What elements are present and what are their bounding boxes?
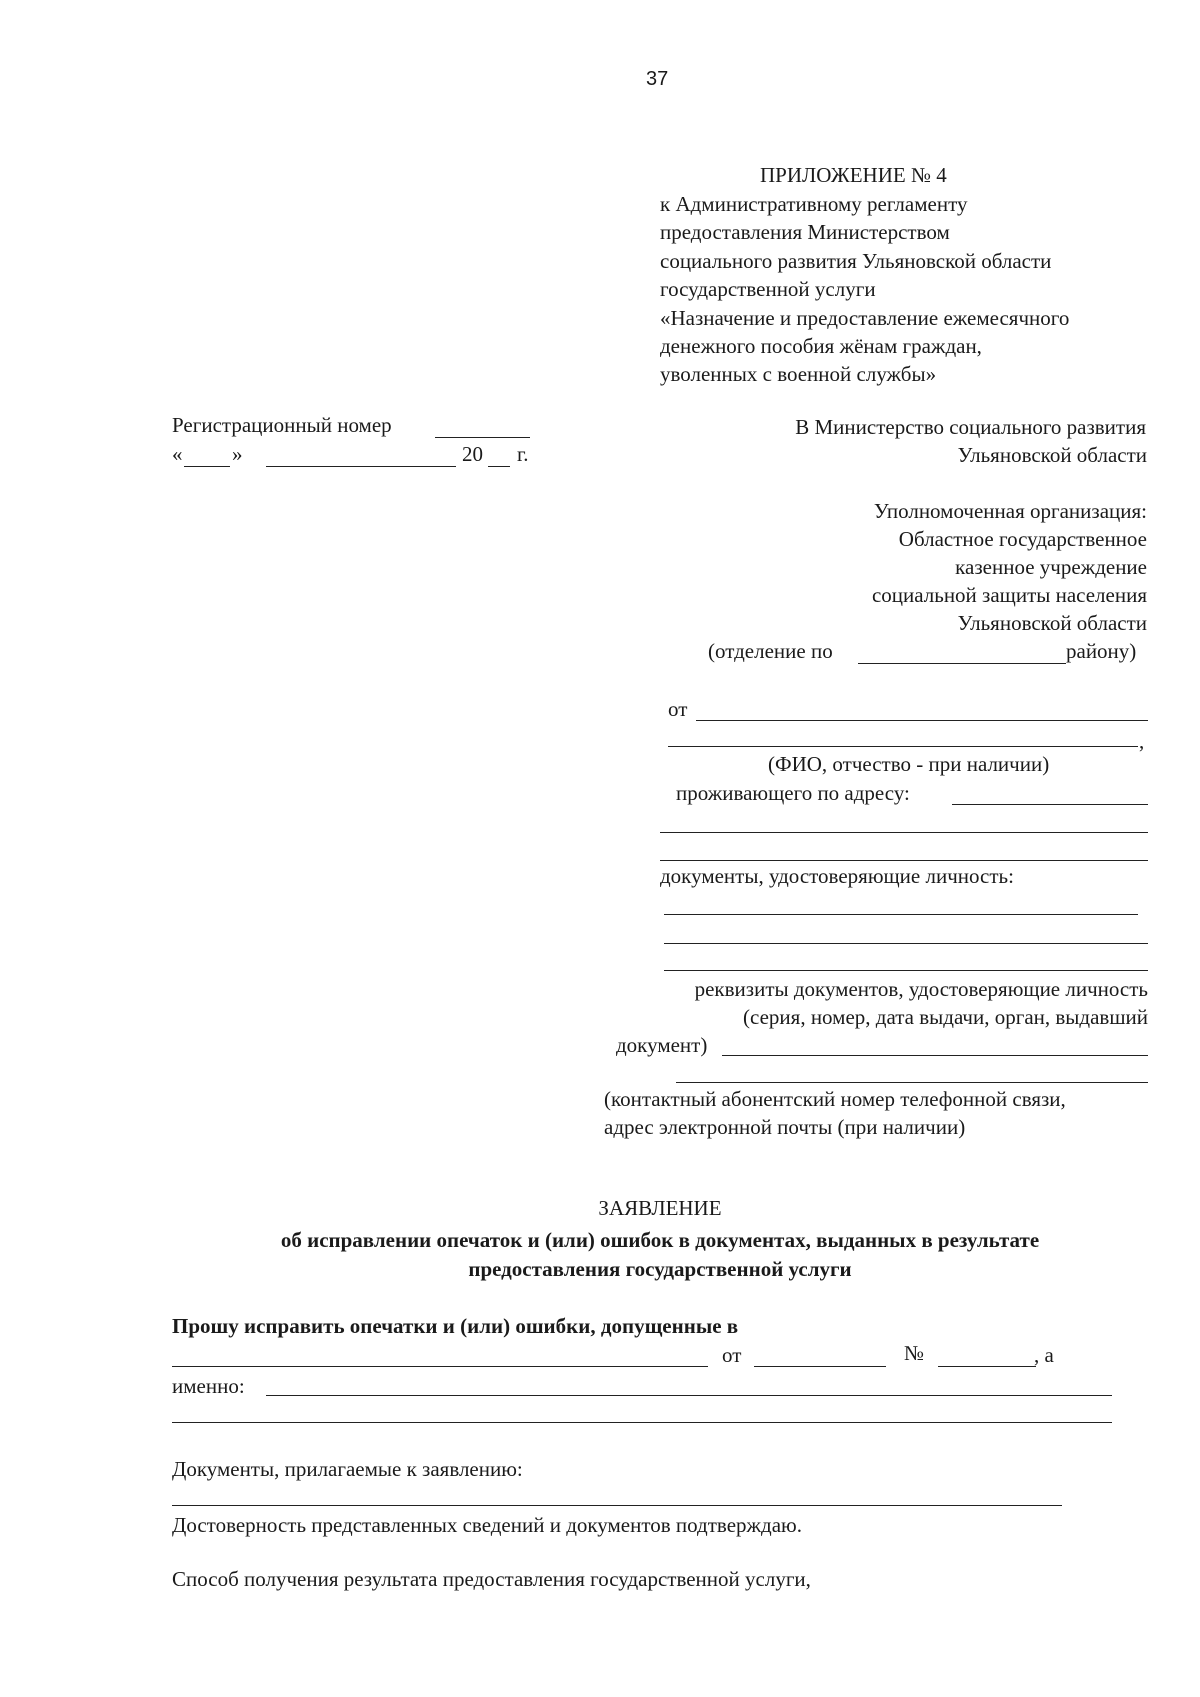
branch-suffix: району) bbox=[1066, 639, 1137, 663]
from-label: от bbox=[668, 697, 688, 721]
statement-subtitle: об исправлении опечаток и (или) ошибок в документах, выданных в результате bbox=[280, 1228, 1040, 1252]
appendix-line: предоставления Министерством bbox=[660, 220, 950, 244]
appendix-line: «Назначение и предоставление ежемесячного bbox=[660, 306, 1070, 330]
month-blank bbox=[266, 466, 456, 467]
applicant-name-blank-2 bbox=[668, 746, 1138, 747]
id-docs-label: документы, удостоверяющие личность: bbox=[660, 864, 1014, 888]
attached-docs-label: Документы, прилагаемые к заявлению: bbox=[172, 1457, 523, 1481]
appendix-title: ПРИЛОЖЕНИЕ № 4 bbox=[760, 163, 947, 187]
confirm-text: Достоверность представленных сведений и документов подтверждаю. bbox=[172, 1513, 802, 1537]
id-docs-blank-2 bbox=[664, 943, 1148, 944]
org-line: социальной защиты населения bbox=[871, 583, 1147, 607]
address-blank-2 bbox=[660, 832, 1148, 833]
contact-line: адрес электронной почты (при наличии) bbox=[604, 1115, 966, 1139]
year-prefix: 20 bbox=[462, 442, 483, 466]
registration-number-blank bbox=[435, 437, 530, 438]
id-docs-blank bbox=[664, 914, 1138, 915]
address-label: проживающего по адресу: bbox=[676, 781, 910, 805]
requisites-blank bbox=[722, 1055, 1148, 1056]
namely-blank-2 bbox=[172, 1422, 1112, 1423]
requisites-blank-2 bbox=[676, 1082, 1148, 1083]
registration-label: Регистрационный номер bbox=[172, 413, 392, 437]
appendix-line: социального развития Ульяновской области bbox=[660, 249, 1052, 273]
id-docs-blank-3 bbox=[664, 970, 1148, 971]
org-line: Уполномоченная организация: bbox=[873, 499, 1147, 523]
day-blank bbox=[184, 466, 230, 467]
page-number: 37 bbox=[646, 68, 669, 90]
requisites-line: реквизиты документов, удостоверяющие личность bbox=[694, 977, 1148, 1001]
year-blank bbox=[488, 466, 510, 467]
comma: , bbox=[1139, 729, 1145, 753]
document-blank bbox=[172, 1366, 708, 1367]
address-blank bbox=[952, 804, 1148, 805]
appendix-line: денежного пособия жёнам граждан, bbox=[660, 334, 982, 358]
number-blank bbox=[938, 1366, 1036, 1367]
branch-prefix: (отделение по bbox=[708, 639, 833, 663]
address-blank-3 bbox=[660, 860, 1148, 861]
org-line: Ульяновской области bbox=[957, 611, 1147, 635]
attached-docs-blank bbox=[172, 1505, 1062, 1506]
method-text: Способ получения результата предоставления государственной услуги, bbox=[172, 1567, 811, 1591]
statement-title: ЗАЯВЛЕНИЕ bbox=[598, 1196, 722, 1220]
requisites-line: документ) bbox=[616, 1033, 708, 1057]
contact-line: (контактный абонентский номер телефонной связи, bbox=[604, 1087, 1066, 1111]
namely-label: именно: bbox=[172, 1374, 245, 1398]
org-line: казенное учреждение bbox=[955, 555, 1147, 579]
date-blank bbox=[754, 1366, 886, 1367]
statement-subtitle: предоставления государственной услуги bbox=[468, 1257, 852, 1281]
appendix-line: к Административному регламенту bbox=[660, 192, 968, 216]
year-suffix: г. bbox=[517, 442, 529, 466]
namely-blank bbox=[266, 1395, 1112, 1396]
requisites-line: (серия, номер, дата выдачи, орган, выдавший bbox=[743, 1005, 1148, 1029]
appendix-line: уволенных с военной службы» bbox=[660, 362, 937, 386]
from-label-2: от bbox=[722, 1343, 742, 1367]
quote-open: « bbox=[172, 442, 183, 466]
fio-hint: (ФИО, отчество - при наличии) bbox=[768, 752, 1050, 776]
appendix-line: государственной услуги bbox=[660, 277, 876, 301]
branch-district-blank bbox=[858, 663, 1066, 664]
addressee-line: В Министерство социального развития bbox=[795, 415, 1146, 439]
quote-close: » bbox=[232, 442, 243, 466]
and-label: , а bbox=[1034, 1343, 1054, 1367]
addressee-line: Ульяновской области bbox=[957, 443, 1147, 467]
applicant-name-blank bbox=[696, 720, 1148, 721]
number-label: № bbox=[904, 1341, 925, 1365]
request-text: Прошу исправить опечатки и (или) ошибки, допущенные в bbox=[172, 1314, 739, 1338]
org-line: Областное государственное bbox=[898, 527, 1147, 551]
